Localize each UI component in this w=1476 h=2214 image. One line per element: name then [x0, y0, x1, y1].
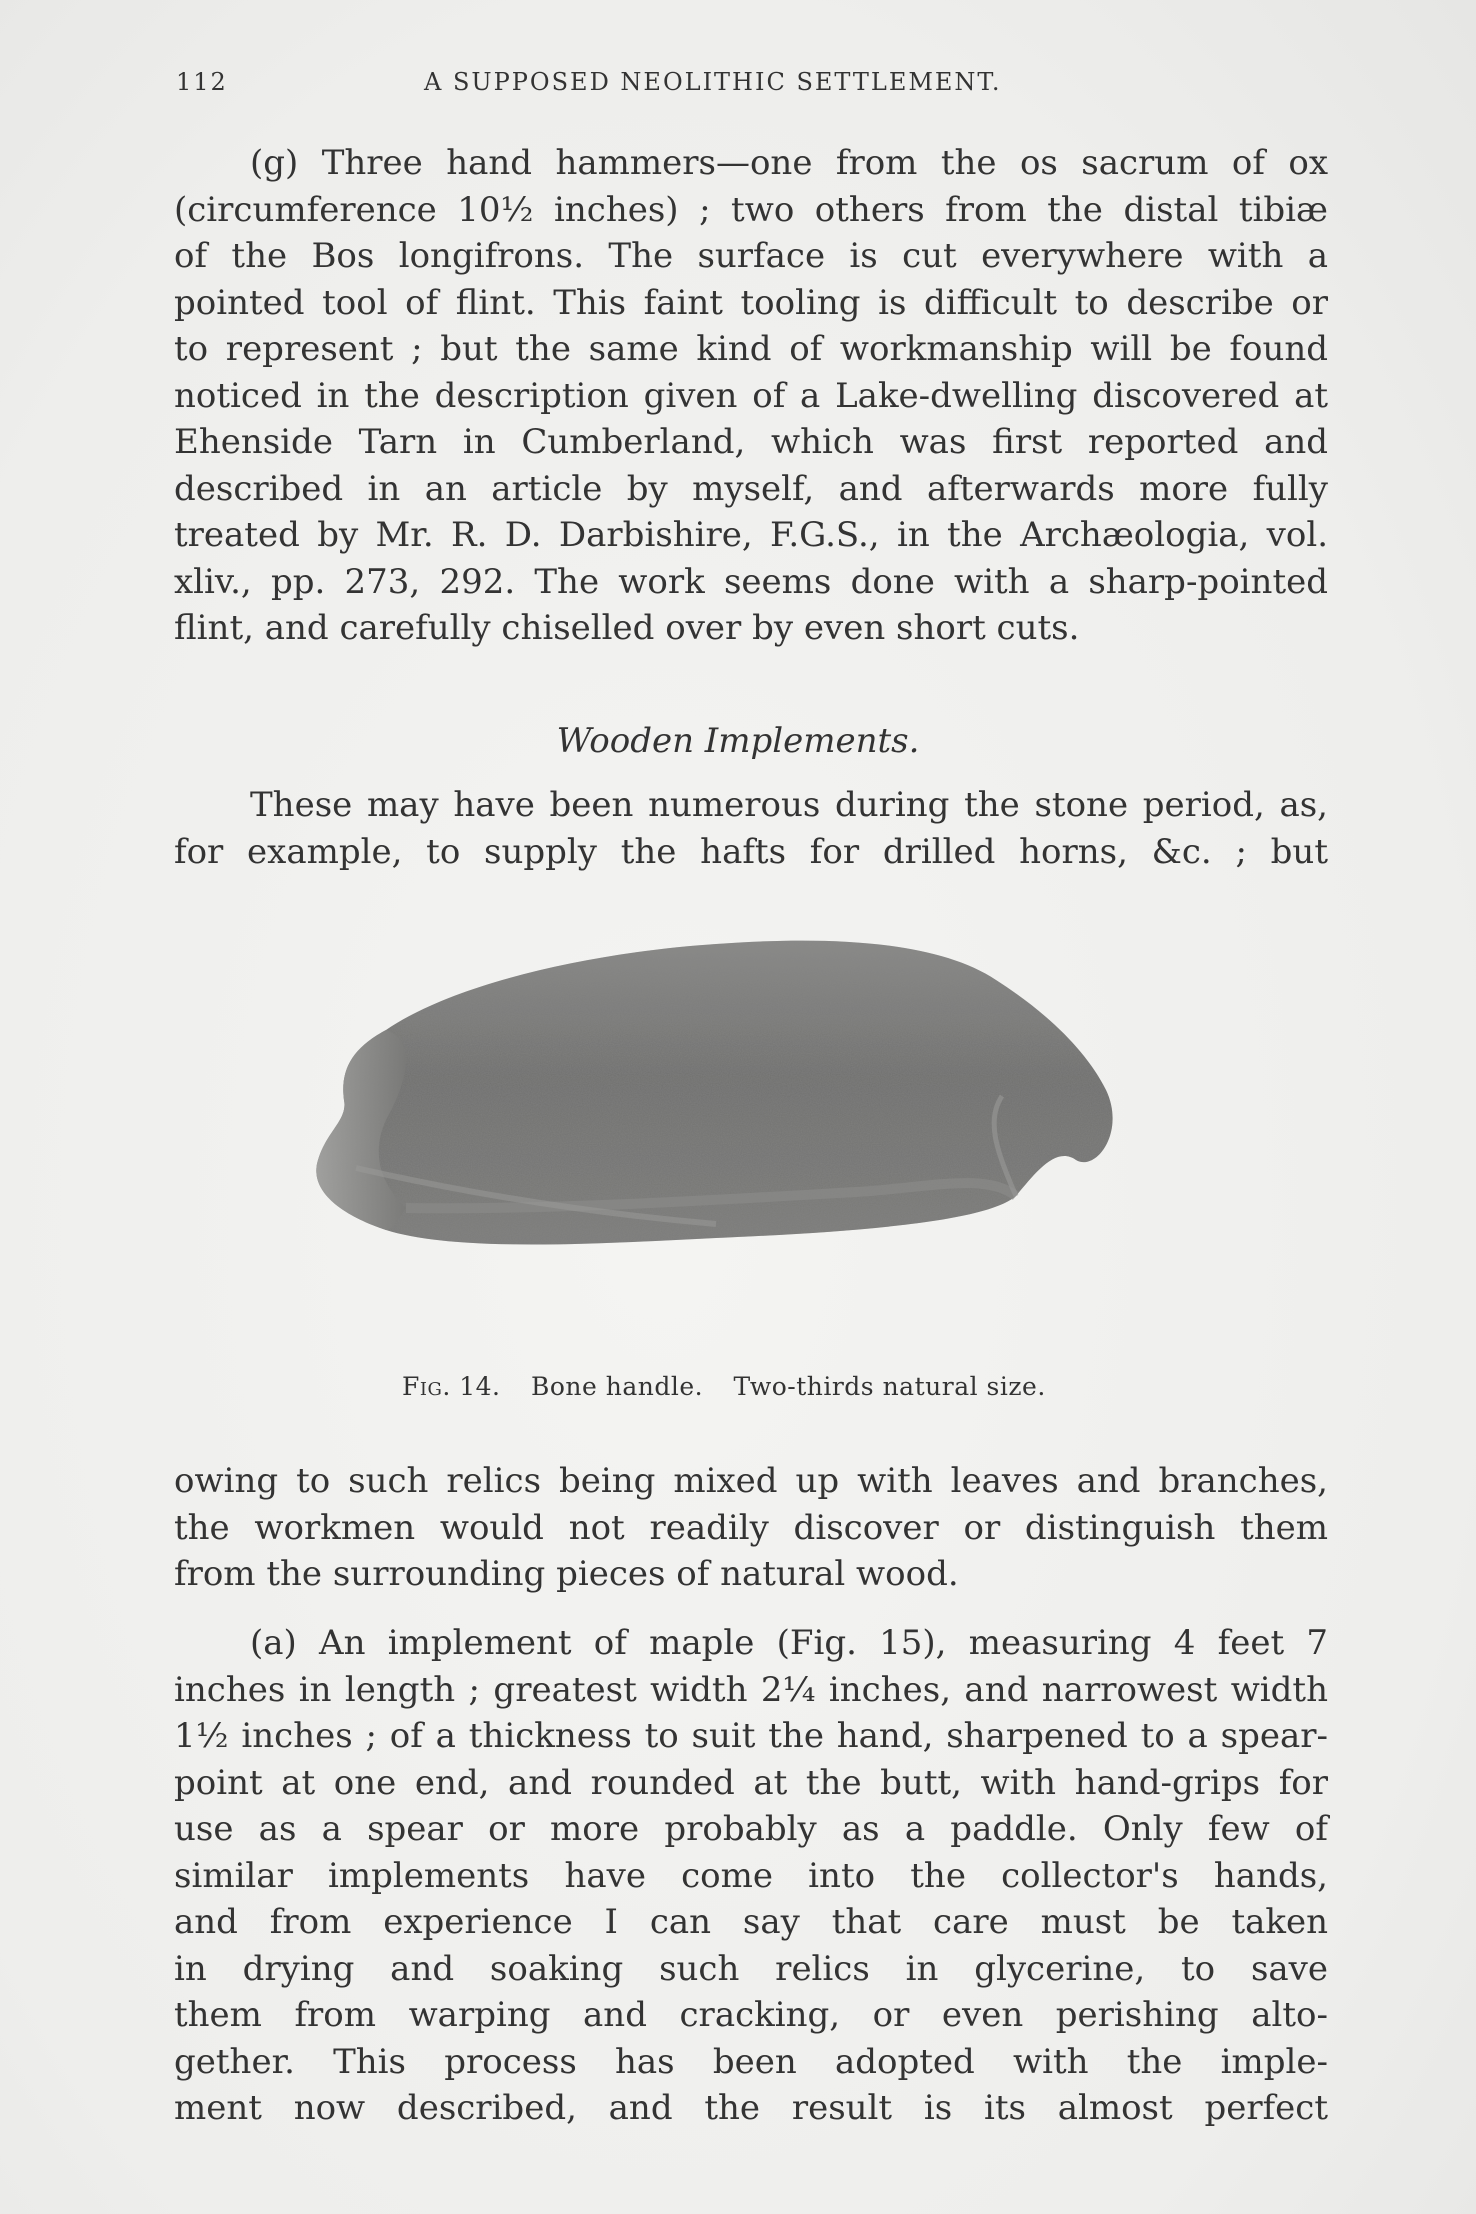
text-line: inches in length ; greatest width 2¼ inches, and narrowest width [174, 1669, 1328, 1710]
text-line: xliv., pp. 273, 292. The work seems done with a sharp-pointed [174, 561, 1328, 602]
paragraph-a [174, 1620, 1328, 2132]
text-line: from the surrounding pieces of natural wood. [174, 1554, 959, 1594]
text-line: These may have been numerous during the stone period, as, [250, 785, 1328, 825]
text-line: (circumference 10½ inches) ; two others from the distal tibiæ [174, 189, 1328, 230]
figure-number: Fig. 14. [402, 1372, 501, 1401]
bone-handle-illustration [296, 910, 1156, 1290]
text-line: Ehenside Tarn in Cumberland, which was first reported and [174, 422, 1328, 462]
text-line: (g) Three hand hammers—one from the os sacrum of ox [250, 143, 1328, 183]
text-line: use as a spear or more probably as a paddle. Only few of [174, 1809, 1328, 1849]
text-line: treated by Mr. R. D. Darbishire, F.G.S., in the Archæologia, vol. [174, 515, 1328, 555]
text-line: of the Bos longifrons. The surface is cut everywhere with a [174, 236, 1328, 276]
text-line: pointed tool of flint. This faint tooling is difficult to describe or [174, 282, 1328, 323]
text-line: similar implements have come into the collector's hands, [174, 1855, 1328, 1896]
text-line: gether. This process has been adopted with the imple- [174, 2041, 1328, 2082]
text-line: for example, to supply the hafts for drilled horns, &c. ; but [174, 831, 1328, 872]
paragraph-wooden-implements [174, 782, 1328, 875]
figure-title: Bone handle. [530, 1372, 704, 1401]
page-number: 112 [176, 68, 228, 96]
text-line: 1½ inches ; of a thickness to suit the hand, sharpened to a spear- [174, 1716, 1328, 1756]
text-line: the workmen would not readily discover or distinguish them [174, 1507, 1328, 1548]
figure-caption [402, 1372, 1046, 1401]
text-line: flint, and carefully chiselled over by even short cuts. [174, 608, 1080, 648]
text-line: them from warping and cracking, or even perishing alto- [174, 1995, 1328, 2035]
text-line: in drying and soaking such relics in glycerine, to save [174, 1948, 1328, 1989]
text-line: (a) An implement of maple (Fig. 15), measuring 4 feet 7 [250, 1623, 1328, 1663]
text-line: described in an article by myself, and afterwards more fully [174, 468, 1328, 509]
running-head-title: A SUPPOSED NEOLITHIC SETTLEMENT. [424, 68, 1002, 96]
section-heading: Wooden Implements. [556, 721, 920, 761]
text-line: ment now described, and the result is its almost perfect [174, 2088, 1328, 2128]
text-line: noticed in the description given of a Lake-dwelling discovered at [174, 375, 1328, 416]
figure-scale: Two-thirds natural size. [733, 1372, 1046, 1401]
text-line: owing to such relics being mixed up with leaves and branches, [174, 1461, 1328, 1501]
text-line: to represent ; but the same kind of workmanship will be found [174, 329, 1328, 369]
text-line: and from experience I can say that care must be taken [174, 1902, 1328, 1942]
text-line: point at one end, and rounded at the butt, with hand-grips for [174, 1762, 1328, 1803]
paragraph-g [174, 140, 1328, 652]
paragraph-continued [174, 1458, 1328, 1598]
